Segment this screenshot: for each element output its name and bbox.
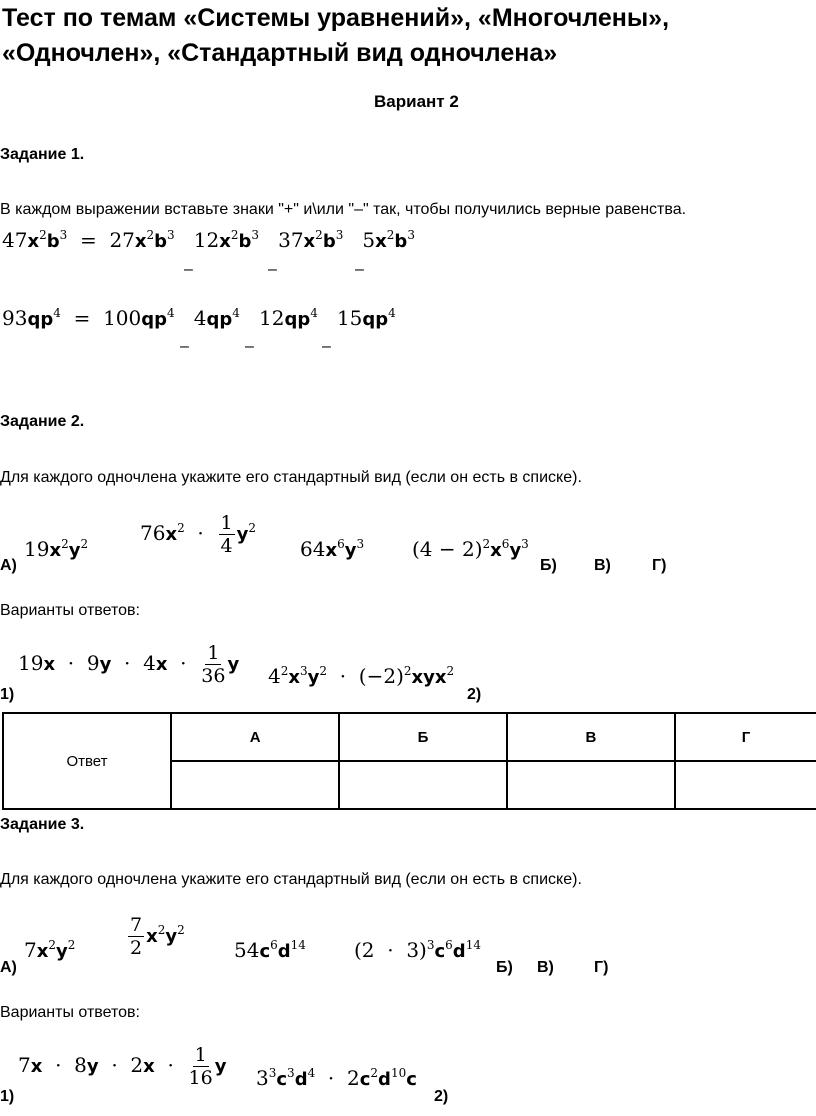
answer-col-a: А (171, 713, 339, 761)
task3-options-label: Варианты ответов: (0, 1004, 140, 1021)
label3-d: Г) (594, 959, 609, 976)
monomial3-d: $(2 \cdot 3)^3c^6d^{14}$ (354, 938, 481, 962)
task3-instruction: Для каждого одночлена укажите его стандартный вид (если он есть в списке). (0, 871, 582, 888)
title-line-1: Тест по темам «Системы уравнений», «Многочлены», (2, 4, 670, 32)
option-2: $4^2x^3y^2 \cdot (-2)^2xyx^2$ (268, 664, 455, 688)
monomial3-a: $7x^2y^2$ (24, 938, 76, 962)
monomial-b: $76x^2$ · $\frac{1}{4}$ $y^2$ (140, 512, 256, 557)
answer-cell-a[interactable] (171, 761, 339, 809)
label3-c: В) (537, 959, 554, 976)
task2-heading: Задание 2. (0, 413, 85, 430)
task2-options-label: Варианты ответов: (0, 602, 140, 619)
blank-1c[interactable]: – (355, 261, 364, 278)
answer-cell-c[interactable] (507, 761, 675, 809)
answer-cell-d[interactable] (675, 761, 816, 809)
monomial-c: $64x^6y^3$ (300, 537, 365, 561)
variant-label: Вариант 2 (374, 92, 459, 111)
title-line-2: «Одночлен», «Стандартный вид одночлена» (2, 39, 558, 67)
monomial-a: $19x^2y^2$ (24, 537, 89, 561)
blank-2c[interactable]: – (322, 338, 331, 355)
label-b: Б) (540, 557, 557, 574)
answer-row-label: Ответ (3, 713, 171, 809)
opt3-label-1: 1) (0, 1088, 15, 1105)
blank-2a[interactable]: – (180, 338, 189, 355)
task3-heading: Задание 3. (0, 816, 85, 833)
blank-1a[interactable]: – (184, 261, 193, 278)
answer-col-b: Б (339, 713, 507, 761)
opt-label-2: 2) (467, 686, 482, 703)
label-a: А) (0, 557, 17, 574)
label3-b: Б) (496, 959, 513, 976)
equation-1: $47x^2b^3 = 27x^2b^3$ $12x^2b^3$ $37x^2b^3$ $5x^2b^3$ (2, 228, 415, 252)
monomial3-b: $\frac{7}{2}$ $x^2y^2$ (130, 914, 185, 959)
monomial3-c: $54c^6d^{14}$ (234, 938, 306, 962)
opt3-label-2: 2) (434, 1088, 449, 1105)
blank-1b[interactable]: – (268, 261, 277, 278)
answer-col-c: В (507, 713, 675, 761)
answer-table (2, 712, 816, 810)
task2-instruction: Для каждого одночлена укажите его стандартный вид (если он есть в списке). (0, 469, 582, 486)
monomial-d: $(4 - 2)^2x^6y^3$ (412, 537, 529, 561)
option-1: 19x · 9y · 4x · $\frac{1}{36}$ y (18, 642, 240, 687)
option3-2: $3^3c^3d^4 \cdot 2c^2d^{10}c$ (256, 1066, 417, 1090)
equation-2: $93qp^4 = 100qp^4$ $4qp^4$ $12qp^4$ $15qp^4$ (2, 306, 396, 330)
opt-label-1: 1) (0, 686, 15, 703)
label3-a: А) (0, 959, 17, 976)
task1-instruction: В каждом выражении вставьте знаки "+" и\или "–" так, чтобы получились верные равенства. (0, 201, 687, 218)
label-d: Г) (652, 557, 667, 574)
answer-cell-b[interactable] (339, 761, 507, 809)
blank-2b[interactable]: – (245, 338, 254, 355)
answer-col-d: Г (675, 713, 816, 761)
task1-heading: Задание 1. (0, 146, 85, 163)
label-c: В) (594, 557, 611, 574)
option3-1: 7x · 8y · 2x · $\frac{1}{16}$ y (18, 1044, 227, 1089)
